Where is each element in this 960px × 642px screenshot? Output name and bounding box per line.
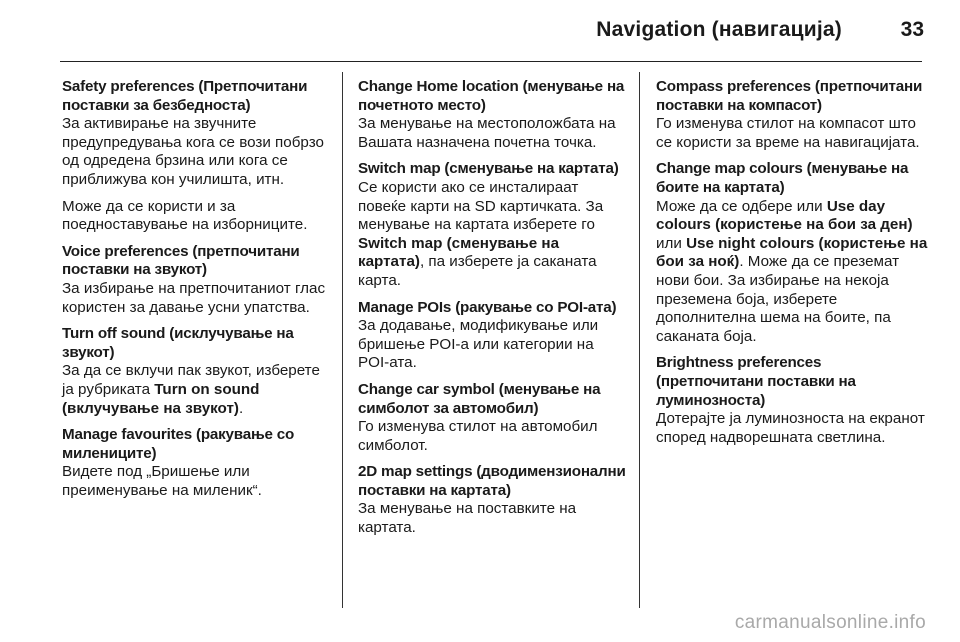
body-text: , па изберете ја саканата карта. bbox=[358, 253, 597, 289]
section-safety-preferences bbox=[62, 78, 330, 190]
body-text: За да се вклучи пак звукот, изберете ја рубриката bbox=[62, 362, 320, 398]
section-brightness-preferences bbox=[656, 354, 928, 447]
section-simplify-note bbox=[62, 198, 330, 235]
section-body: За менување на поставките на картата. bbox=[358, 500, 577, 537]
column-2 bbox=[358, 78, 626, 546]
section-manage-favourites bbox=[62, 426, 330, 500]
body-text: или bbox=[656, 234, 687, 252]
page-header bbox=[0, 0, 960, 60]
section-voice-preferences bbox=[62, 243, 330, 317]
section-turn-off-sound bbox=[62, 325, 330, 418]
column-3 bbox=[656, 78, 928, 455]
body-text: . bbox=[238, 399, 244, 417]
watermark: carmanualsonline.info bbox=[734, 612, 926, 633]
section-body bbox=[656, 198, 928, 347]
section-heading: Brightness preferences (претпочитани поставки на луминозноста) bbox=[656, 354, 856, 409]
section-body: За избирање на претпочитаниот глас користен за давање усни упатства. bbox=[62, 279, 326, 316]
section-change-home-location bbox=[358, 78, 626, 152]
menu-item-reference: Switch map (сменување на картата) bbox=[358, 234, 560, 271]
section-heading: Change car symbol (менување на симболот за автомобил) bbox=[358, 380, 601, 417]
section-heading: Manage favourites (ракување со милениците) bbox=[62, 426, 295, 462]
section-heading: Switch map (сменување на картата) bbox=[358, 160, 619, 178]
section-heading: Safety preferences (Претпочитани поставки за безбедноста) bbox=[62, 78, 308, 114]
body-text: Може да се одбере или bbox=[656, 197, 827, 215]
header-rule bbox=[60, 61, 922, 62]
column-1 bbox=[62, 78, 330, 508]
section-switch-map bbox=[358, 160, 626, 290]
section-heading: Change Home location (менување на почетното место) bbox=[358, 78, 625, 114]
section-body: За менување на местоположбата на Вашата назначена почетна точка. bbox=[358, 115, 616, 151]
section-body: За активирање на звучните предупредувања кога се вози побрзо од одредена брзина или кога се приближува кон училишта, итн. bbox=[62, 115, 324, 188]
section-manage-pois bbox=[358, 299, 626, 373]
page-number: 33 bbox=[900, 18, 924, 41]
section-body bbox=[358, 179, 626, 291]
section-body bbox=[62, 362, 330, 418]
section-heading: Change map colours (менување на боите на картата) bbox=[656, 160, 909, 196]
section-change-map-colours bbox=[656, 160, 928, 346]
section-change-car-symbol bbox=[358, 381, 626, 455]
section-heading: Manage POIs (ракување со POI-ата) bbox=[358, 298, 617, 316]
section-2d-map-settings bbox=[358, 463, 626, 537]
section-body: Го изменува стилот на автомобил симболот. bbox=[358, 418, 598, 454]
section-body: Видете под „Бришење или преименување на миленик“. bbox=[62, 463, 262, 499]
menu-item-reference: Turn on sound (вклучување на звукот) bbox=[62, 380, 260, 417]
menu-item-reference: Use night colours (користење на бои за ноќ) bbox=[656, 234, 928, 271]
section-body: За додавање, модификување или бришење POI-а или категории на POI-ата. bbox=[358, 317, 599, 372]
body-text: . Може да се преземат нови бои. За избирање на некоја преземена боја, изберете дополнителна шема на боите, па саканата боја. bbox=[656, 253, 900, 345]
menu-item-reference: Use day colours (користење на бои за ден) bbox=[656, 197, 913, 234]
section-heading: Turn off sound (исклучување на звукот) bbox=[62, 325, 294, 361]
section-heading: Compass preferences (претпочитани поставки на компасот) bbox=[656, 78, 923, 114]
section-body: Дотерајте ја луминозноста на екранот според надворешната светлина. bbox=[656, 410, 925, 446]
section-body: Може да се користи и за поедноставување на изборниците. bbox=[62, 197, 308, 234]
column-divider-2 bbox=[639, 72, 640, 608]
section-heading: 2D map settings (дводимензионални поставки на картата) bbox=[358, 463, 626, 499]
section-heading: Voice preferences (претпочитани поставки на звукот) bbox=[62, 242, 300, 279]
column-divider-1 bbox=[342, 72, 343, 608]
section-body: Го изменува стилот на компасот што се користи за време на навигацијата. bbox=[656, 115, 920, 151]
page-title: Navigation (навигација) bbox=[596, 18, 842, 41]
body-text: Се користи ако се инсталираат повеќе карти на SD картичката. За менување на картата изберете го bbox=[358, 178, 604, 234]
section-compass-preferences bbox=[656, 78, 928, 152]
